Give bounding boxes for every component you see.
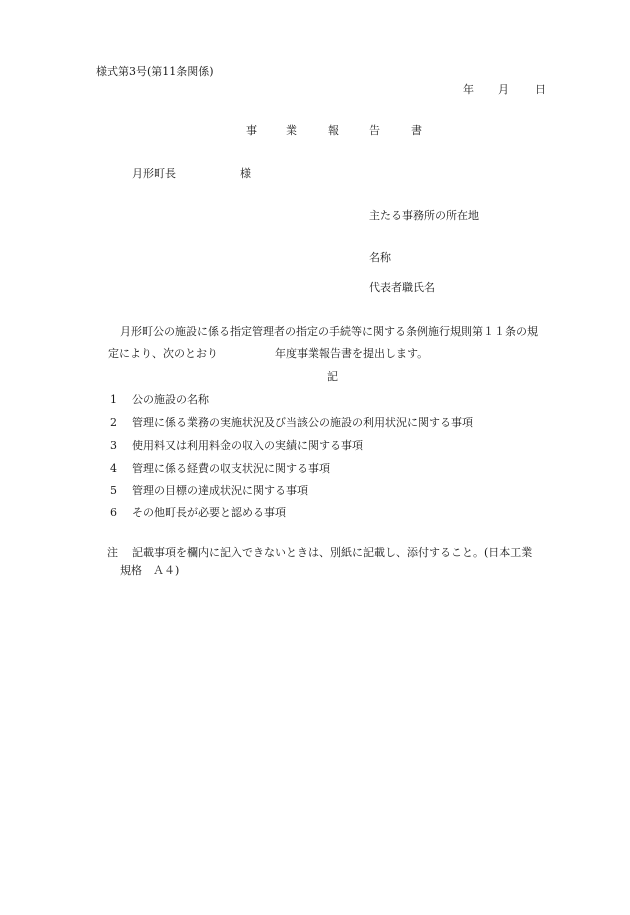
item-text: 公の施設の名称 bbox=[132, 393, 209, 406]
item-text: 使用料又は利用料金の収入の実績に関する事項 bbox=[132, 439, 363, 452]
title-char: 業 bbox=[286, 124, 297, 137]
ki-heading: 記 bbox=[327, 370, 338, 383]
title-char: 事 bbox=[246, 124, 257, 137]
item-text: 管理に係る経費の収支状況に関する事項 bbox=[132, 462, 330, 475]
item-number: 1 bbox=[110, 393, 117, 406]
item-text: その他町長が必要と認める事項 bbox=[132, 506, 286, 519]
title-char: 書 bbox=[411, 124, 422, 137]
body-line: 月形町公の施設に係る指定管理者の指定の手続等に関する条例施行規則第１１条の規 bbox=[120, 325, 538, 338]
form-number: 様式第3号(第11条関係) bbox=[96, 65, 214, 78]
sender-name-label: 名称 bbox=[369, 251, 391, 264]
title-char: 報 bbox=[328, 124, 339, 137]
recipient-name: 月形町長 bbox=[132, 167, 176, 180]
recipient-honorific: 様 bbox=[240, 167, 251, 180]
date-day-label: 日 bbox=[535, 83, 546, 96]
item-number: 2 bbox=[110, 416, 117, 429]
item-text: 管理の目標の達成状況に関する事項 bbox=[132, 484, 308, 497]
item-number: 4 bbox=[110, 462, 117, 475]
sender-address-label: 主たる事務所の所在地 bbox=[369, 209, 479, 222]
date-month-label: 月 bbox=[498, 83, 509, 96]
body-line: 定により、次のとおり bbox=[108, 347, 218, 360]
item-number: 3 bbox=[110, 439, 117, 452]
note-text: 記載事項を欄内に記入できないときは、別紙に記載し、添付すること。(日本工業 bbox=[132, 546, 533, 559]
item-text: 管理に係る業務の実施状況及び当該公の施設の利用状況に関する事項 bbox=[132, 416, 473, 429]
sender-representative-label: 代表者職氏名 bbox=[369, 281, 435, 294]
item-number: 6 bbox=[110, 506, 117, 519]
body-line-fiscal-year: 年度事業報告書を提出します。 bbox=[275, 347, 429, 360]
date-year-label: 年 bbox=[463, 83, 474, 96]
item-number: 5 bbox=[110, 484, 117, 497]
note-mark: 注 bbox=[107, 546, 118, 559]
note-text: 規格 Ａ４) bbox=[120, 564, 180, 577]
title-char: 告 bbox=[369, 124, 380, 137]
